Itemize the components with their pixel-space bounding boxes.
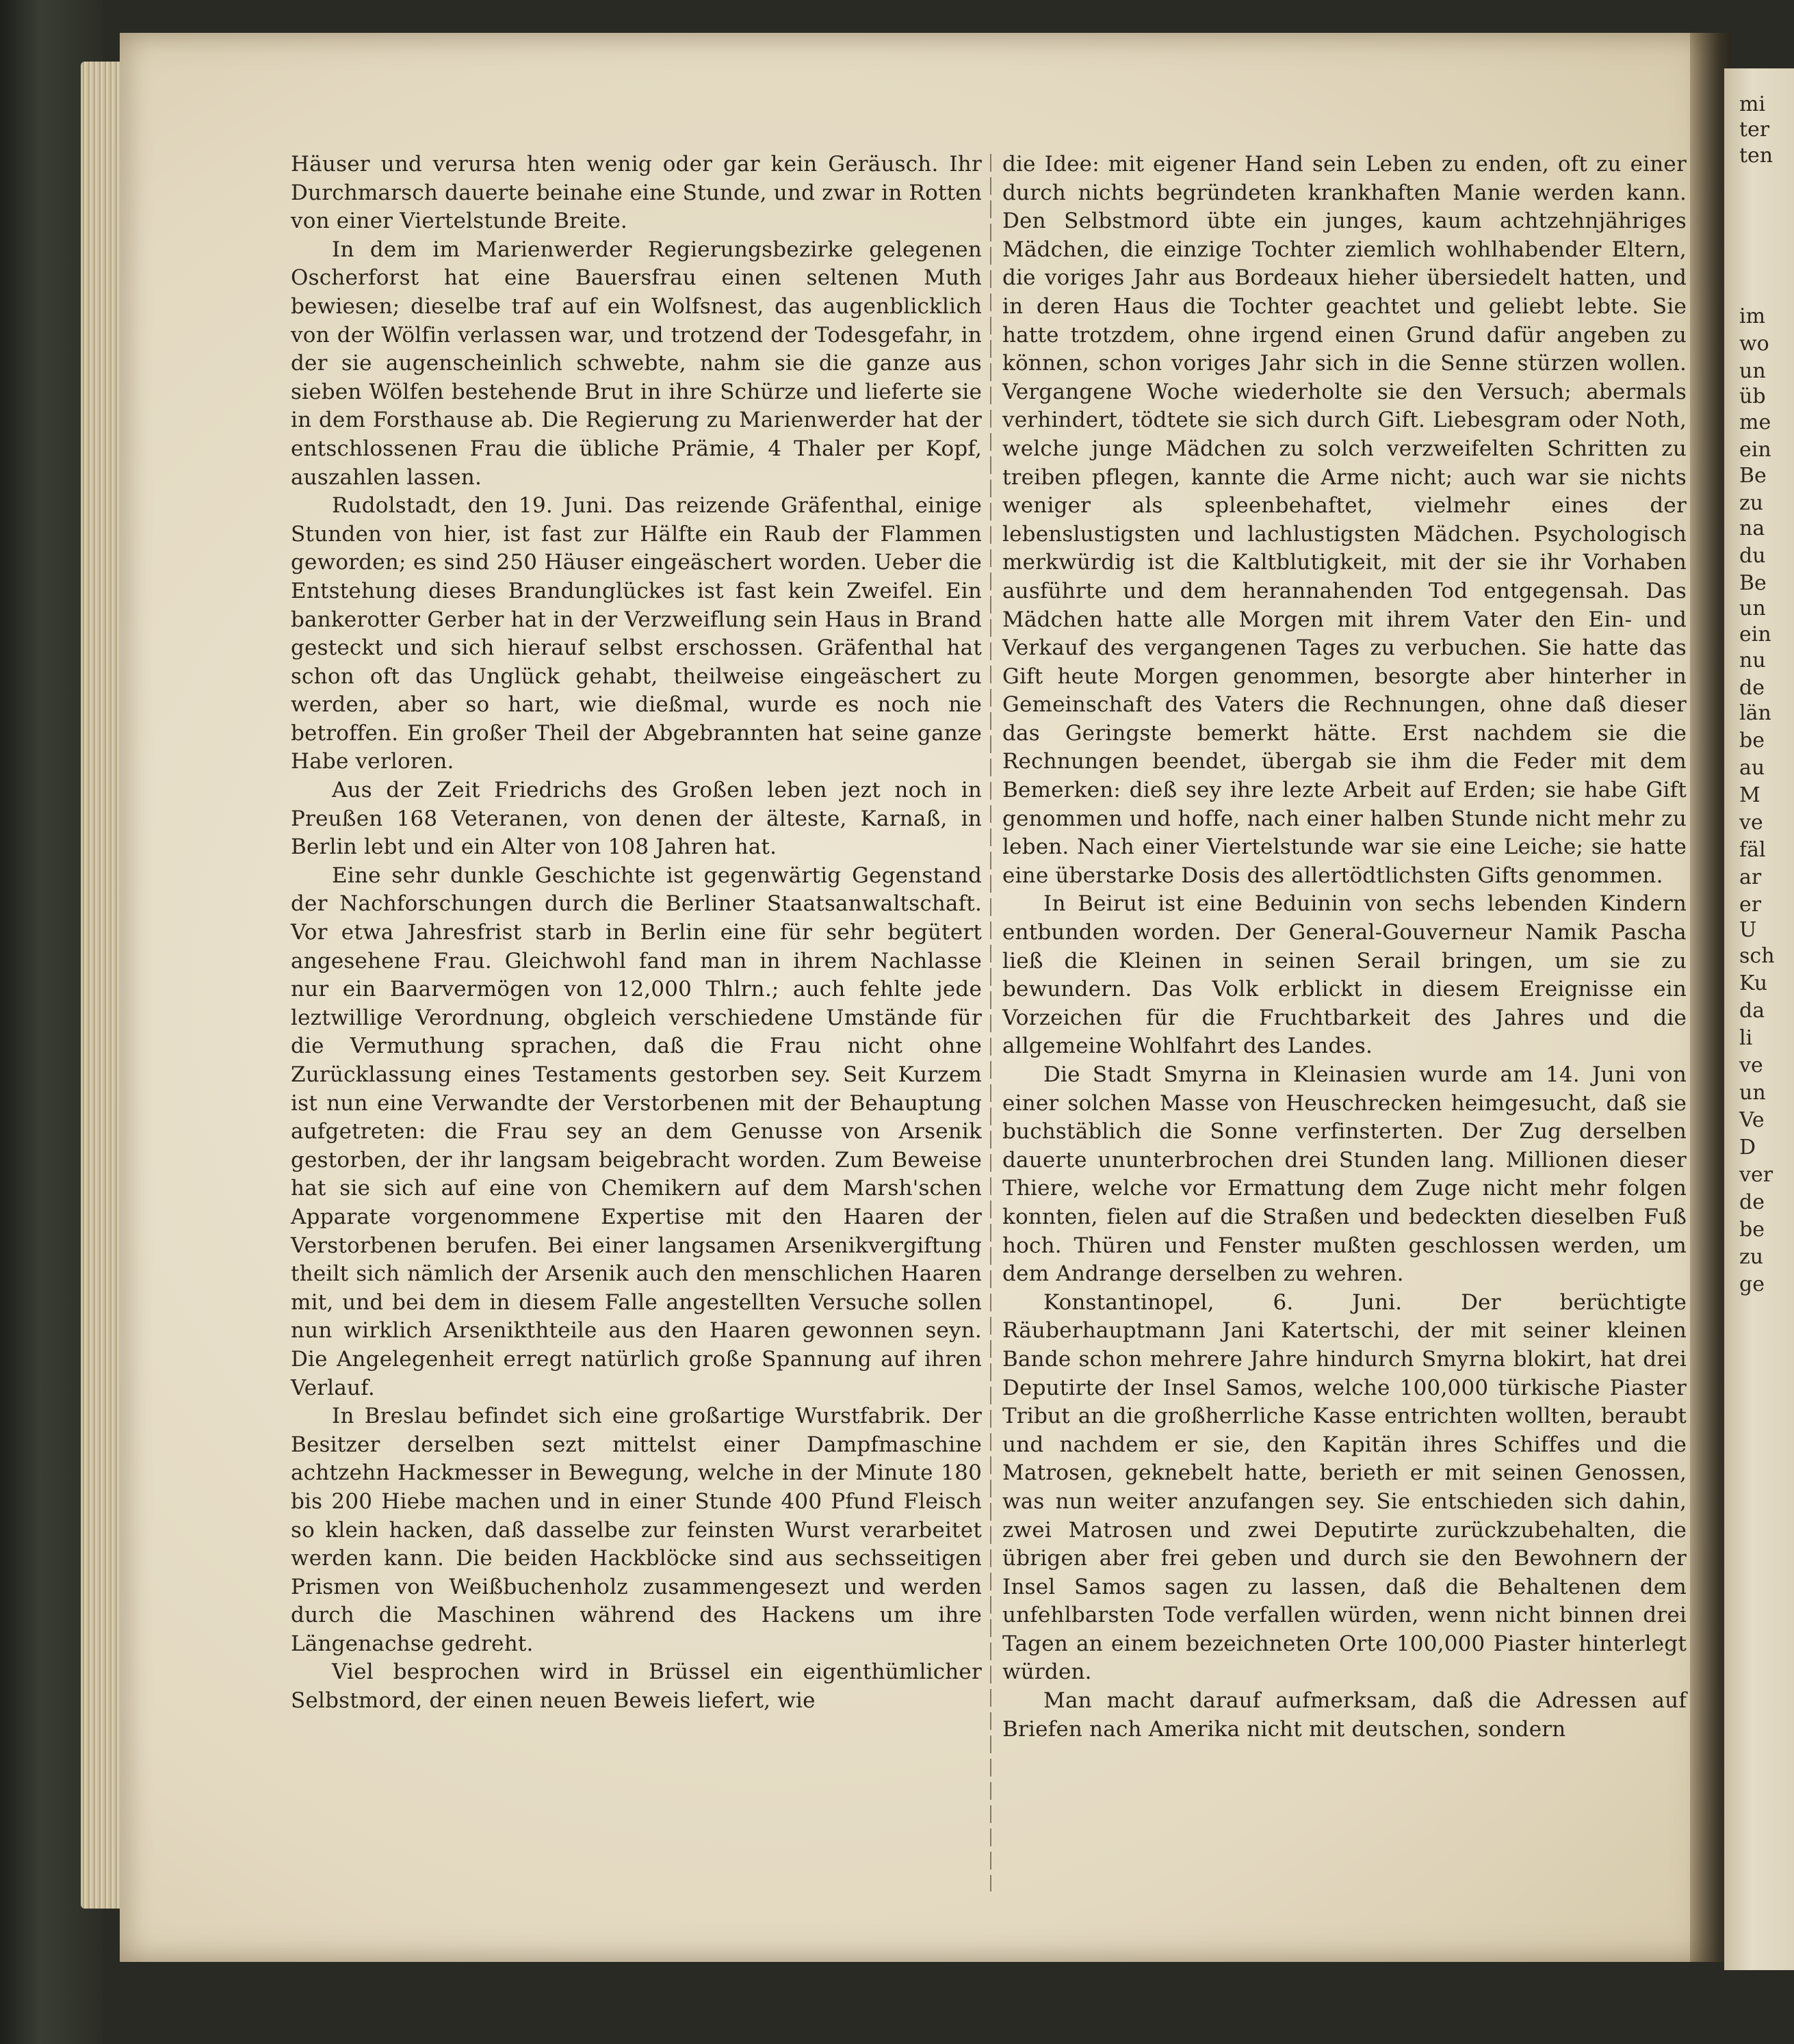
facing-page-fragment: üb bbox=[1739, 384, 1766, 408]
facing-page-fragment: zu bbox=[1739, 1245, 1764, 1269]
facing-page-fragment: da bbox=[1739, 999, 1765, 1023]
facing-page-fragment: ge bbox=[1739, 1272, 1765, 1296]
facing-page-fragment: D bbox=[1739, 1136, 1756, 1159]
facing-page-fragment: me bbox=[1739, 410, 1771, 434]
article-paragraph: Viel besprochen wird in Brüssel ein eigenthümlicher Selbstmord, der einen neuen Beweis liefert, wie bbox=[291, 1660, 982, 1714]
article-paragraph: In Beirut ist eine Beduinin von sechs lebenden Kindern entbunden worden. Der General-Gouverneur Namik Pascha ließ die Kleinen in seinen Serail bringen, um sie zu bewundern. Das Volk erblickt in diesem Ereignisse ein Vorzeichen für die Fruchtbarkeit des Jahres und die allgemeine Wohlfahrt des Landes. bbox=[1002, 891, 1687, 1059]
facing-page-fragment: Ku bbox=[1739, 971, 1768, 995]
facing-page-fragment: ve bbox=[1739, 1053, 1763, 1077]
facing-page-fragment: un bbox=[1739, 597, 1766, 620]
column-divider bbox=[990, 154, 991, 1891]
facing-page-fragment: M bbox=[1739, 783, 1760, 807]
facing-page-fragment: ar bbox=[1739, 865, 1762, 889]
facing-page-fragment: un bbox=[1739, 1081, 1766, 1105]
article-paragraph: In dem im Marienwerder Regierungsbezirke gelegenen Oscherforst hat eine Bauersfrau einen seltenen Muth bewiesen; dieselbe traf auf ein Wolfsnest, das augenblicklich von der Wölfin verlassen war, und trotzend der Todesgefahr, in der sie augenscheinlich schwebte, nahm sie die ganze aus sieben Wölfen bestehende Brut in ihre Schürze und lieferte sie in dem Forsthause ab. Die Regierung zu Marienwerder hat der entschlossenen Frau die übliche Prämie, 4 Thaler per Kopf, auszahlen lassen. bbox=[291, 237, 982, 490]
facing-page-fragment: er bbox=[1739, 893, 1762, 917]
left-text-column bbox=[291, 150, 982, 1716]
facing-page-fragment: un bbox=[1739, 359, 1766, 383]
article-paragraph: Häuser und verursa hten wenig oder gar kein Geräusch. Ihr Durchmarsch dauerte beinahe eine Stunde, und zwar in Rotten von einer Viertelstunde Breite. bbox=[291, 152, 982, 234]
facing-page-fragment: de bbox=[1739, 1190, 1765, 1214]
article-paragraph: Man macht darauf aufmerksam, daß die Adressen auf Briefen nach Amerika nicht mit deutschen, sondern bbox=[1002, 1688, 1687, 1742]
facing-page-fragment: U bbox=[1739, 918, 1757, 942]
facing-page-fragment: Be bbox=[1739, 464, 1767, 488]
facing-page-fragment: ein bbox=[1739, 623, 1771, 646]
facing-page-fragment: be bbox=[1739, 729, 1765, 752]
article-paragraph: Aus der Zeit Friedrichs des Großen leben jezt noch in Preußen 168 Veteranen, von denen der älteste, Karnaß, in Berlin lebt und ein Alter von 108 Jahren hat. bbox=[291, 778, 982, 860]
facing-page-fragment: sch bbox=[1739, 944, 1775, 968]
facing-page-fragment: wo bbox=[1739, 332, 1769, 356]
facing-page-fragment: fäl bbox=[1739, 838, 1766, 862]
facing-page-fragment: mi bbox=[1739, 92, 1766, 116]
article-paragraph: die Idee: mit eigener Hand sein Leben zu enden, oft zu einer durch nichts begründeten krankhaften Manie werden kann. Den Selbstmord übte ein junges, kaum achtzehnjähriges Mädchen, die einzige Tochter ziemlich wohlhabender Eltern, die voriges Jahr aus Bordeaux hieher übersiedelt hatten, und in deren Haus die Tochter geachtet und geliebt lebte. Sie hatte trotzdem, ohne irgend einen Grund dafür angeben zu können, schon voriges Jahr sich in die Senne stürzen wollen. Vergangene Woche wiederholte sie den Versuch; abermals verhindert, tödtete sie sich durch Gift. Liebesgram oder Noth, welche junge Mädchen zu solch verzweifelten Schritten zu treiben pflegen, kannte die Arme nicht; auch war sie nichts weniger als spleenbehaftet, vielmehr eines der lebenslustigsten und lachlustigsten Mädchen. Psychologisch merkwürdig ist die Kaltblutigkeit, mit der sie ihr Vorhaben ausführte und dem herannahenden Tod entgegensah. Das Mädchen hatte alle Morgen mit ihrem Vater den Ein- und Verkauf des vergangenen Tages zu verbuchen. Sie hatte das Gift heute Morgen genommen, besorgte aber hinterher in Gemeinschaft des Vaters die Rechnungen, ohne daß dieser das Geringste bemerkt hätte. Erst nachdem sie die Rechnungen beendet, übergab sie ihm die Feder mit dem Bemerken: dieß sey ihre lezte Arbeit auf Erden; sie habe Gift genommen und hoffe, nach einer halben Stunde nicht mehr zu leben. Nach einer Viertelstunde war sie eine Leiche; sie hatte eine überstarke Dosis des allertödtlichsten Gifts genommen. bbox=[1002, 152, 1687, 888]
facing-page-fragment: nu bbox=[1739, 648, 1766, 672]
facing-page-fragment: na bbox=[1739, 516, 1765, 540]
article-paragraph: Eine sehr dunkle Geschichte ist gegenwärtig Gegenstand der Nachforschungen durch die Berliner Staatsanwaltschaft. Vor etwa Jahresfrist starb in Berlin eine für sehr begütert angesehene Frau. Gleichwohl fand man in ihrem Nachlasse nur ein Baarvermögen von 12,000 Thlrn.; auch fehlte jede leztwillige Verordnung, obgleich verschiedene Umstände für die Vermuthung sprachen, daß die Frau nicht ohne Zurücklassung eines Testaments gestorben sey. Seit Kurzem ist nun eine Verwandte der Verstorbenen mit der Behauptung aufgetreten: die Frau sey an dem Genusse von Arsenik gestorben, der ihr langsam beigebracht worden. Zum Beweise hat sie sich auf eine von Chemikern auf dem Marsh'schen Apparate vorgenommene Expertise mit den Haaren der Verstorbenen berufen. Bei einer langsamen Arsenikvergiftung theilt sich nämlich der Arsenik auch den menschlichen Haaren mit, und bei dem in diesem Falle angestellten Versuche sollen nun wirklich Arsenikthteile aus den Haaren gewonnen seyn. Die Angelegenheit erregt natürlich große Spannung auf ihren Verlauf. bbox=[291, 863, 982, 1400]
facing-page-fragment: ter bbox=[1739, 118, 1770, 142]
article-paragraph: In Breslau befindet sich eine großartige Wurstfabrik. Der Besitzer derselben sezt mittelst einer Dampfmaschine achtzehn Hackmesser in Bewegung, welche in der Minute 180 bis 200 Hiebe machen und in einer Stunde 400 Pfund Fleisch so klein hacken, daß dasselbe zur feinsten Wurst verarbeitet werden kann. Die beiden Hackblöcke sind aus sechsseitigen Prismen von Weißbuchenholz zusammengesezt und werden durch die Maschinen während des Hackens um ihre Längenachse gedreht. bbox=[291, 1404, 982, 1656]
facing-page-fragment: au bbox=[1739, 756, 1765, 780]
facing-page-fragment: be bbox=[1739, 1218, 1765, 1242]
facing-page-fragment: li bbox=[1739, 1026, 1753, 1050]
facing-page-fragment: Ve bbox=[1739, 1108, 1765, 1132]
facing-page-fragment: zu bbox=[1739, 491, 1764, 515]
facing-page-fragment: ein bbox=[1739, 438, 1771, 462]
facing-page-fragment: ten bbox=[1739, 144, 1773, 168]
facing-page-fragment: ver bbox=[1739, 1163, 1773, 1187]
facing-page-fragment: du bbox=[1739, 544, 1766, 568]
facing-page-edge bbox=[1724, 68, 1794, 1970]
facing-page-fragment: län bbox=[1739, 701, 1771, 725]
article-paragraph: Rudolstadt, den 19. Juni. Das reizende Gräfenthal, einige Stunden von hier, ist fast zur Hälfte ein Raub der Flammen geworden; es sind 250 Häuser eingeäschert worden. Ueber die Entstehung dieses Brandunglückes ist fast kein Zweifel. Ein bankerotter Gerber hat in der Verzweiflung sein Haus in Brand gesteckt und sich hierauf selbst erschossen. Gräfenthal hat schon oft das Unglück gehabt, theilweise eingeäschert zu werden, aber so hart, wie dießmal, wurde es noch nie betroffen. Ein großer Theil der Abgebrannten hat seine ganze Habe verloren. bbox=[291, 493, 982, 774]
facing-page-fragment: de bbox=[1739, 676, 1765, 700]
right-text-column bbox=[1002, 150, 1687, 1744]
article-paragraph: Die Stadt Smyrna in Kleinasien wurde am 14. Juni von einer solchen Masse von Heuschrecken heimgesucht, daß sie buchstäblich die Sonne verfinsterten. Der Zug derselben dauerte ununterbrochen drei Stunden lang. Millionen dieser Thiere, welche vor Ermattung dem Zuge nicht mehr folgen konnten, fielen auf die Straßen und bedeckten dieselben Fuß hoch. Thüren und Fenster mußten geschlossen werden, um dem Andrange derselben zu wehren. bbox=[1002, 1062, 1687, 1287]
facing-page-fragment: im bbox=[1739, 304, 1766, 328]
facing-page-fragment: Be bbox=[1739, 571, 1767, 595]
facing-page-fragment: ve bbox=[1739, 811, 1763, 835]
article-paragraph: Konstantinopel, 6. Juni. Der berüchtigte Räuberhauptmann Jani Katertschi, der mit seiner kleinen Bande schon mehrere Jahre hindurch Smyrna blokirt, hat drei Deputirte der Insel Samos, welche 100,000 türkische Piaster Tribut an die großherrliche Kasse entrichten wollten, beraubt und nachdem er sie, den Kapitän ihres Schiffes und die Matrosen, geknebelt hatte, berieth er mit seinen Genossen, was nun weiter anzufangen sey. Sie entschieden sich dahin, zwei Matrosen und zwei Deputirte zurückzubehalten, die übrigen aber frei geben und durch sie den Bewohnern der Insel Samos sagen zu lassen, daß die Behaltenen dem unfehlbarsten Tode verfallen würden, wenn nicht binnen drei Tagen an einem bezeichneten Orte 100,000 Piaster hinterlegt würden. bbox=[1002, 1289, 1687, 1685]
